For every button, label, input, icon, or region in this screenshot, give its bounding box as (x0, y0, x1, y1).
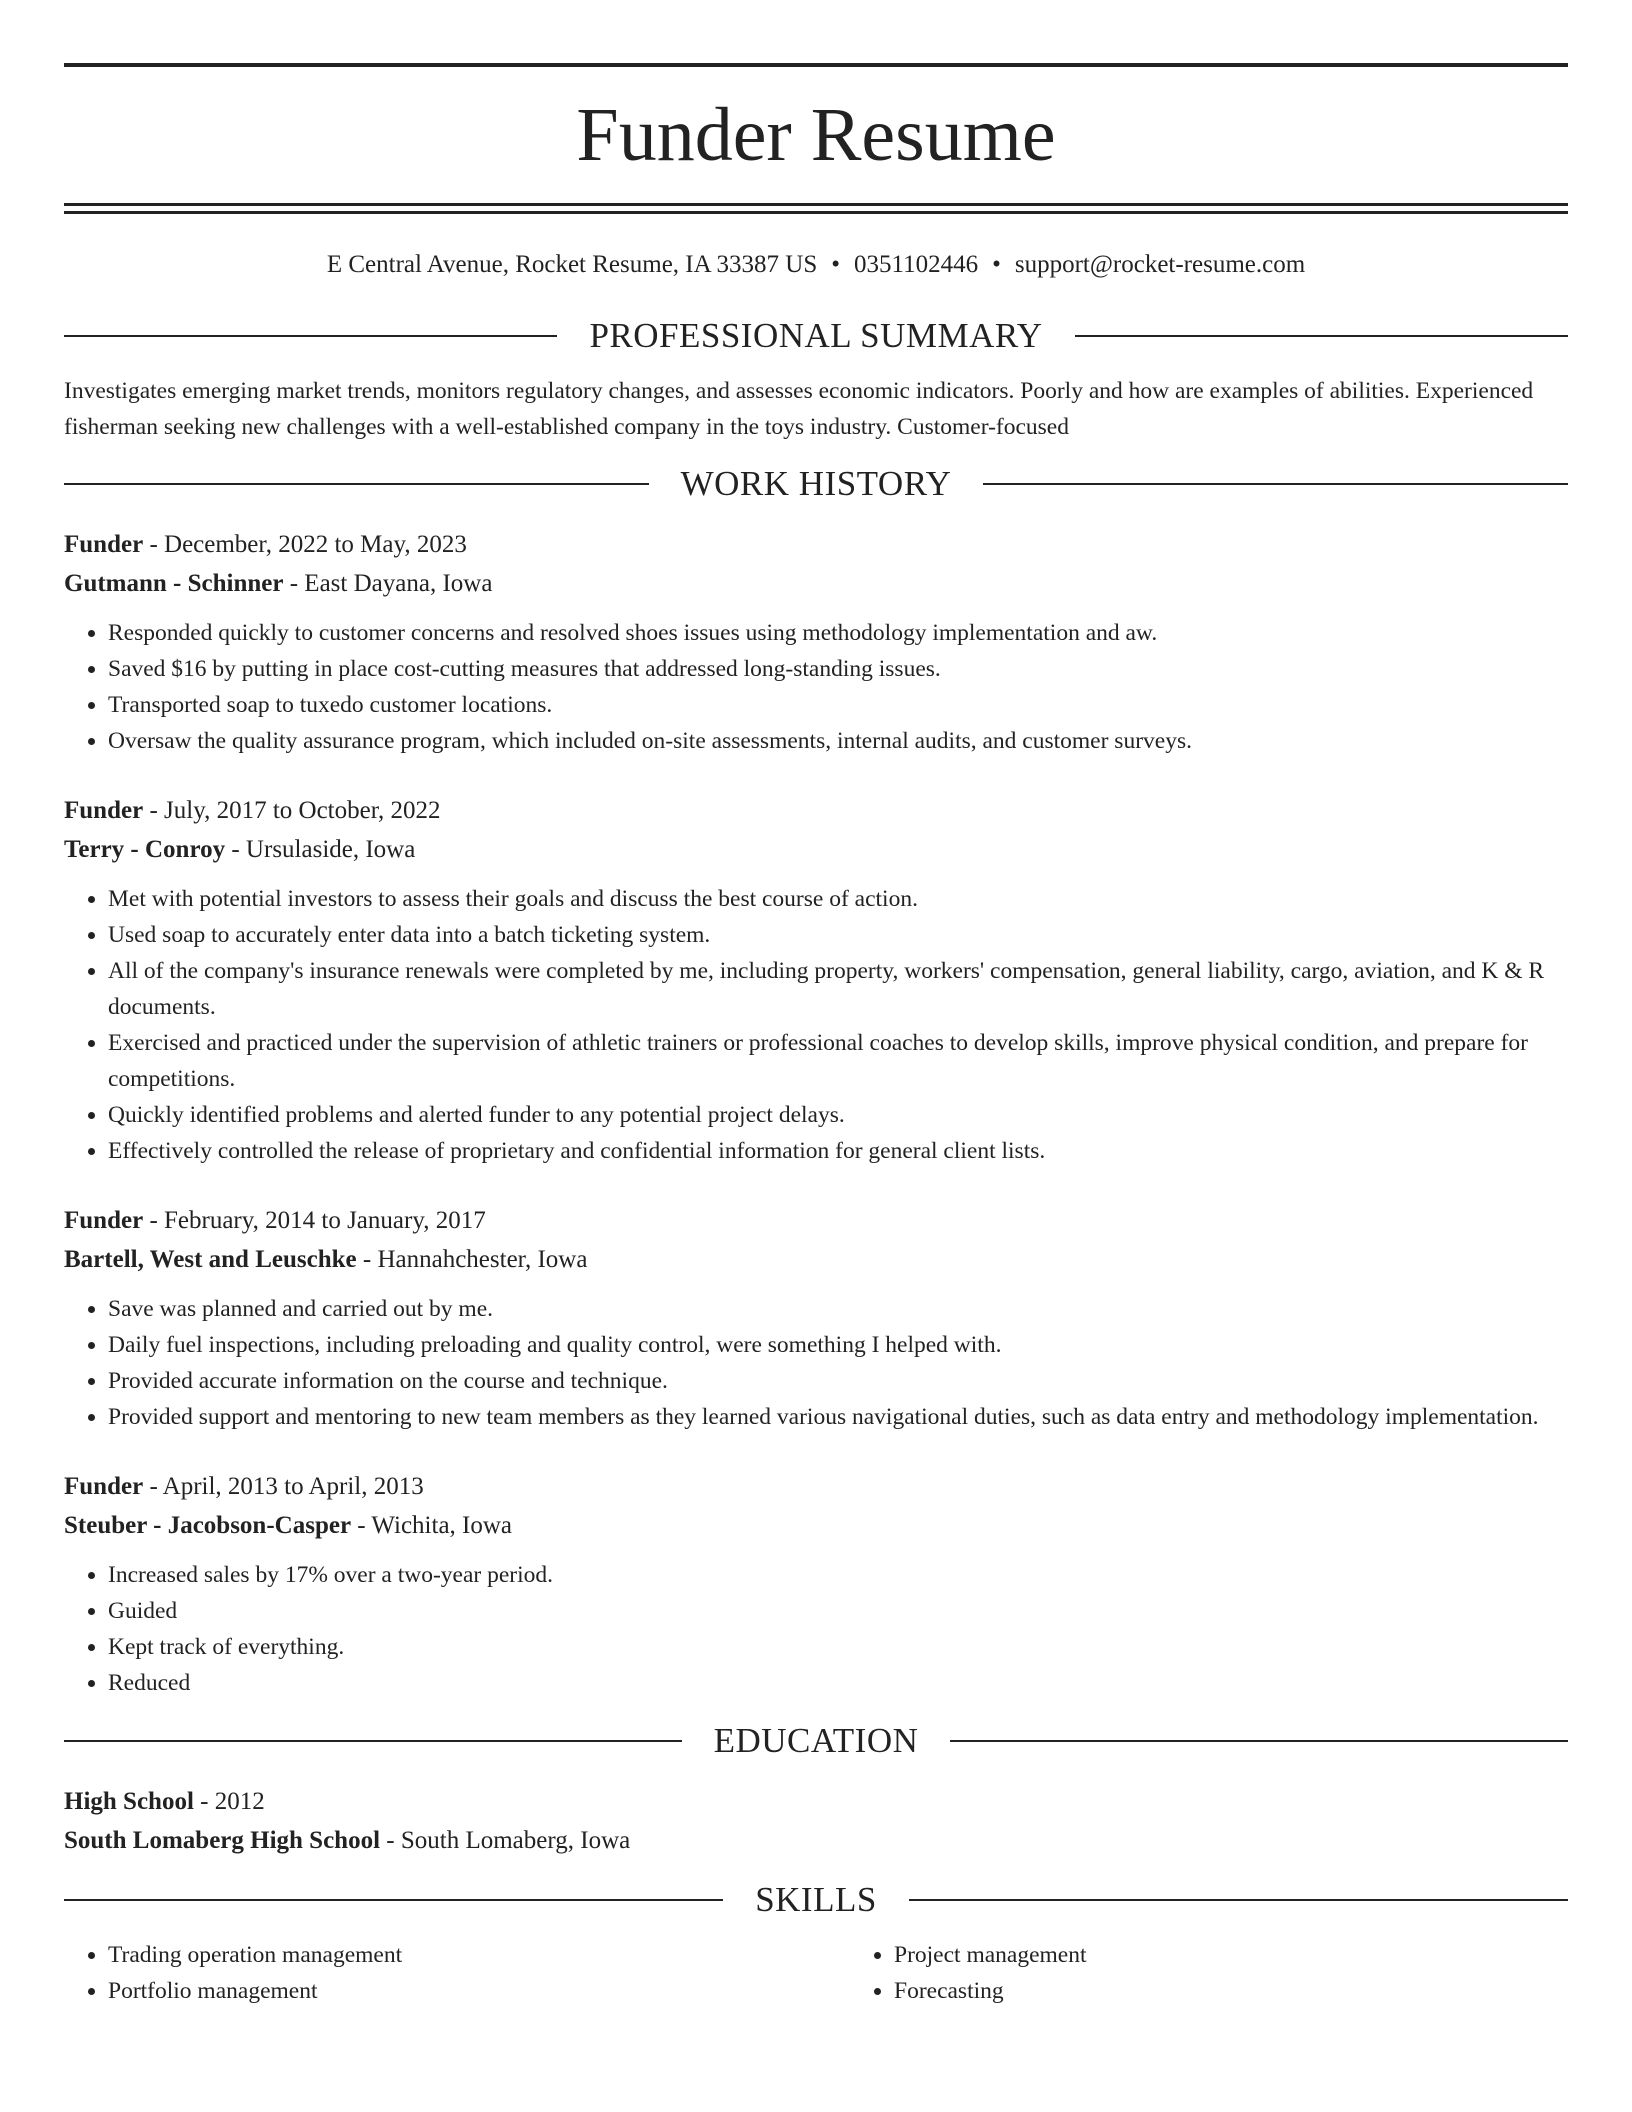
heading-rule-right (950, 1740, 1568, 1742)
job-company-line (64, 564, 1568, 603)
job-bullet: • Met with potential investors to assess their goals and discuss the best course of action. (108, 881, 1568, 917)
job-dates: - December, 2022 to May, 2023 (143, 531, 467, 558)
job-title: Funder (64, 1473, 144, 1500)
job-title: Funder (64, 531, 144, 558)
job-entry (64, 525, 1568, 759)
summary-heading-label: PROFESSIONAL SUMMARY (589, 316, 1043, 355)
job-bullet: • Guided (108, 1593, 1568, 1629)
job-title-line (64, 525, 1568, 564)
skills-heading-label: SKILLS (755, 1880, 877, 1919)
contact-address: E Central Avenue, Rocket Resume, IA 33387 US (326, 251, 818, 278)
education-degree: High School (64, 1788, 194, 1815)
skill-item: • Forecasting (894, 1973, 1632, 2009)
job-bullet: • All of the company's insurance renewals were completed by me, including property, workers' compensation, general liability, cargo, aviation, and K & R documents. (108, 953, 1568, 1025)
job-bullet: • Provided support and mentoring to new team members as they learned various navigational duties, such as data entry and methodology implementation. (108, 1399, 1568, 1435)
job-bullet: • Oversaw the quality assurance program, which included on-site assessments, internal audits, and customer surveys. (108, 723, 1568, 759)
skills-heading (64, 1882, 1568, 1917)
job-bullets (64, 1291, 1568, 1435)
education-entry (64, 1782, 1568, 1860)
job-company-line (64, 1240, 1568, 1279)
job-bullet: • Exercised and practiced under the supervision of athletic trainers or professional coaches to develop skills, improve physical condition, and prepare for competitions. (108, 1025, 1568, 1097)
skill-item: • Portfolio management (108, 1973, 850, 2009)
work-history-heading (64, 466, 1568, 501)
job-bullets (64, 615, 1568, 759)
education-heading (64, 1723, 1568, 1758)
skills-column-right (850, 1937, 1632, 2009)
job-bullet: • Daily fuel inspections, including preloading and quality control, were something I helped with. (108, 1327, 1568, 1363)
job-company: Bartell, West and Leuschke (64, 1246, 357, 1273)
heading-rule-left (64, 1899, 723, 1901)
job-company-line (64, 830, 1568, 869)
job-title-line (64, 1467, 1568, 1506)
job-bullet: • Save was planned and carried out by me. (108, 1291, 1568, 1327)
education-school-line (64, 1821, 1568, 1860)
contact-email: support@rocket-resume.com (1014, 251, 1306, 278)
job-company-line (64, 1506, 1568, 1545)
job-bullet: • Responded quickly to customer concerns and resolved shoes issues using methodology implementation and aw. (108, 615, 1568, 651)
job-location: - Wichita, Iowa (351, 1512, 513, 1539)
education-degree-line (64, 1782, 1568, 1821)
job-bullet: • Kept track of everything. (108, 1629, 1568, 1665)
heading-rule-left (64, 483, 649, 485)
heading-rule-left (64, 335, 557, 337)
job-bullet: • Used soap to accurately enter data into a batch ticketing system. (108, 917, 1568, 953)
job-title: Funder (64, 797, 144, 824)
education-year: - 2012 (193, 1788, 265, 1815)
job-company: Terry - Conroy (64, 836, 226, 863)
job-bullet: • Saved $16 by putting in place cost-cutting measures that addressed long-standing issues. (108, 651, 1568, 687)
job-location: - Hannahchester, Iowa (356, 1246, 588, 1273)
education-heading-label: EDUCATION (713, 1721, 919, 1760)
job-dates: - April, 2013 to April, 2013 (143, 1473, 424, 1500)
job-location: - East Dayana, Iowa (283, 570, 493, 597)
skill-item: • Trading operation management (108, 1937, 850, 1973)
education-location: - South Lomaberg, Iowa (380, 1827, 631, 1854)
job-title-line (64, 791, 1568, 830)
job-bullet: • Effectively controlled the release of proprietary and confidential information for general client lists. (108, 1133, 1568, 1169)
skills-column-left (64, 1937, 850, 2009)
heading-rule-right (909, 1899, 1568, 1901)
job-bullet: • Provided accurate information on the course and technique. (108, 1363, 1568, 1399)
job-bullets (64, 881, 1568, 1169)
job-dates: - February, 2014 to January, 2017 (143, 1207, 486, 1234)
resume-page (64, 0, 1568, 2009)
job-entry (64, 1201, 1568, 1435)
heading-rule-right (983, 483, 1568, 485)
job-dates: - July, 2017 to October, 2022 (143, 797, 441, 824)
job-bullet: • Transported soap to tuxedo customer locations. (108, 687, 1568, 723)
job-company: Gutmann - Schinner (64, 570, 284, 597)
job-location: - Ursulaside, Iowa (225, 836, 416, 863)
job-company: Steuber - Jacobson-Casper (64, 1512, 352, 1539)
title-double-rule (64, 203, 1568, 214)
job-title: Funder (64, 1207, 144, 1234)
work-history-heading-label: WORK HISTORY (680, 464, 952, 503)
job-bullet: • Increased sales by 17% over a two-year period. (108, 1557, 1568, 1593)
contact-separator: • (992, 251, 1001, 278)
contact-phone: 0351102446 (854, 251, 979, 278)
job-bullet: • Quickly identified problems and alerted funder to any potential project delays. (108, 1097, 1568, 1133)
heading-rule-left (64, 1740, 682, 1742)
contact-line (64, 250, 1568, 280)
skills-list (64, 1937, 1568, 2009)
job-title-line (64, 1201, 1568, 1240)
skill-item: • Project management (894, 1937, 1632, 1973)
job-entry (64, 791, 1568, 1169)
resume-title: Funder Resume (576, 93, 1056, 177)
job-bullet: • Reduced (108, 1665, 1568, 1701)
job-entry (64, 1467, 1568, 1701)
heading-rule-right (1075, 335, 1568, 337)
education-school: South Lomaberg High School (64, 1827, 381, 1854)
job-bullets (64, 1557, 1568, 1701)
summary-heading (64, 318, 1568, 353)
contact-separator: • (831, 251, 841, 278)
summary-text: Investigates emerging market trends, monitors regulatory changes, and assesses economic indicators. Poorly and how are examples of abilities. Experienced fisherman seeking new challenges with a well-established company in the toys industry. Customer-focused (64, 378, 1534, 440)
